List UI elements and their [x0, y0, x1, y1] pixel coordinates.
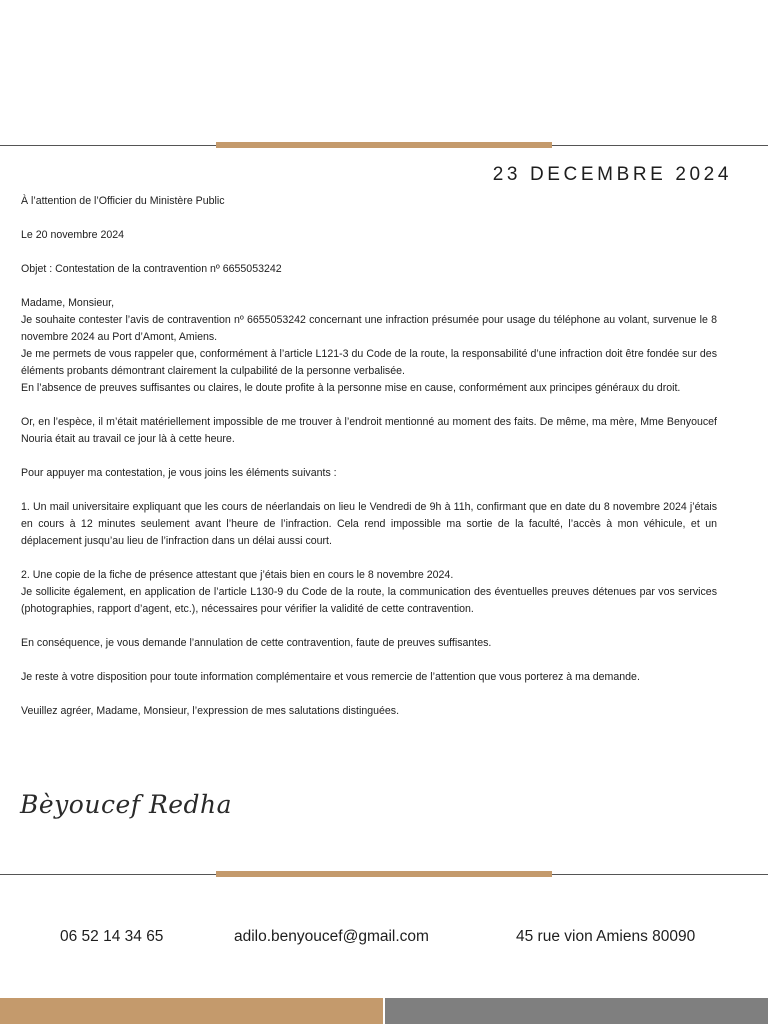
salutation: Madame, Monsieur, [21, 297, 115, 309]
bottom-accent-bar [216, 871, 552, 877]
paragraph: Je me permets de vous rappeler que, conformément à l’article L121-3 du Code de la route, la responsabilité d’une infraction doit être fondée sur des éléments probants démontrant clairement la culpabilité de la personne verbalisée. [21, 348, 717, 377]
top-accent-bar [216, 142, 552, 148]
handwritten-signature: Bèyoucef Redha [20, 790, 233, 819]
date-line: Le 20 novembre 2024 [21, 229, 125, 241]
paragraph: Je sollicite également, en application de l’article L130-9 du Code de la route, la communication des éventuelles preuves détenues par vos services (photographies, rapport d’agent, etc.), nécessaires pour vérifier la validité de cette contravention. [21, 586, 717, 615]
paragraph: Pour appuyer ma contestation, je vous joins les éléments suivants : [21, 467, 337, 479]
letter-body [21, 193, 717, 720]
list-item: 2. Une copie de la fiche de présence attestant que j’étais bien en cours le 8 novembre 2024. [21, 569, 454, 581]
footer-email: adilo.benyoucef@gmail.com [234, 928, 429, 945]
paragraph: En l’absence de preuves suffisantes ou claires, le doute profite à la personne mise en cause, conformément aux principes généraux du droit. [21, 382, 681, 394]
list-item: 1. Un mail universitaire expliquant que les cours de néerlandais on lieu le Vendredi de 9h à 11h, confirmant que en date du 8 novembre 2024 j’étais en cours à 12 minutes seulement avant l’heure de l’infraction. Cela rend impossible ma sortie de la faculté, l’accès à mon véhicule, et un déplacement jusqu’au lieu de l’infraction dans un délai aussi court. [21, 501, 717, 547]
subject-line: Objet : Contestation de la contravention nº 6655053242 [21, 263, 282, 275]
paragraph: Je souhaite contester l’avis de contravention nº 6655053242 concernant une infraction présumée pour usage du téléphone au volant, survenue le 8 novembre 2024 au Port d’Amont, Amiens. [21, 314, 717, 343]
paragraph: En conséquence, je vous demande l’annulation de cette contravention, faute de preuves suffisantes. [21, 637, 492, 649]
letter-date-heading: 23 DECEMBRE 2024 [492, 164, 732, 185]
footer-phone: 06 52 14 34 65 [60, 928, 164, 945]
paragraph: Je reste à votre disposition pour toute information complémentaire et vous remercie de l’attention que vous porterez à ma demande. [21, 671, 640, 683]
recipient-line: À l’attention de l’Officier du Ministère Public [21, 195, 225, 207]
footer-address: 45 rue vion Amiens 80090 [516, 928, 696, 945]
footer-bar-left [0, 998, 383, 1024]
closing-formula: Veuillez agréer, Madame, Monsieur, l’expression de mes salutations distinguées. [21, 705, 400, 717]
footer-bar-right [385, 998, 768, 1024]
paragraph: Or, en l’espèce, il m’était matériellement impossible de me trouver à l’endroit mentionné au moment des faits. De même, ma mère, Mme Benyoucef Nouria était au travail ce jour là à cette heure. [21, 416, 717, 445]
